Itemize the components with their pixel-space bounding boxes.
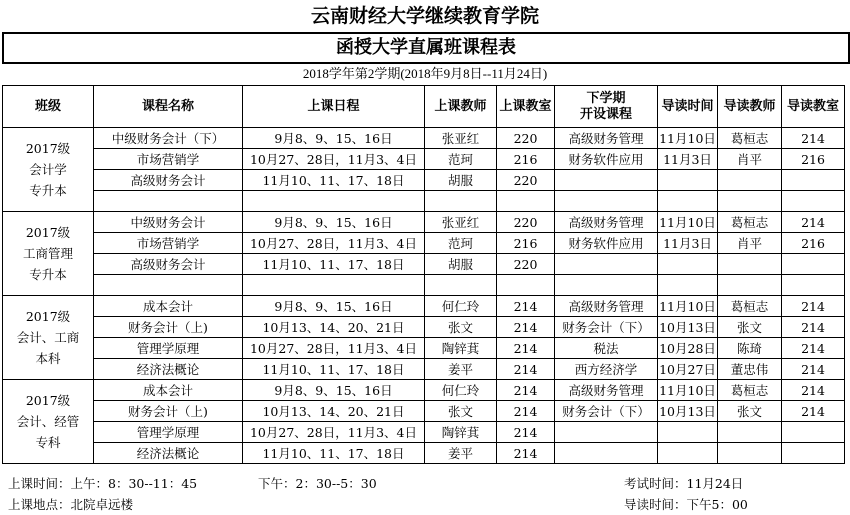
- guide-teacher-cell: [718, 170, 782, 191]
- guide-teacher-cell: 张文: [718, 317, 782, 338]
- guide-room-cell: [782, 275, 845, 296]
- dates-cell: 10月13、14、20、21日: [243, 317, 425, 338]
- header-row: [3, 86, 845, 128]
- next-course-cell: [555, 443, 658, 464]
- guide-room-cell: 214: [782, 317, 845, 338]
- guide-room-cell: [782, 422, 845, 443]
- room-cell: 214: [497, 380, 555, 401]
- course-cell: 成本会计: [94, 380, 243, 401]
- teacher-cell: 何仁玲: [425, 296, 497, 317]
- guide-time-cell: [658, 254, 718, 275]
- next-course-cell: [555, 275, 658, 296]
- teacher-cell: 范珂: [425, 233, 497, 254]
- class-name-line: 本科: [35, 351, 61, 366]
- next-course-cell: [555, 422, 658, 443]
- room-cell: 220: [497, 212, 555, 233]
- room-cell: 220: [497, 128, 555, 149]
- guide-teacher-cell: 张文: [718, 401, 782, 422]
- class-cell: [3, 380, 94, 464]
- guide-room-cell: 214: [782, 401, 845, 422]
- class-name-line: 专升本: [29, 267, 67, 282]
- room-cell: 216: [497, 233, 555, 254]
- teacher-cell: 姜平: [425, 443, 497, 464]
- next-course-cell: [555, 170, 658, 191]
- course-cell: 高级财务会计: [94, 254, 243, 275]
- dates-cell: 10月27、28日，11月3、4日: [243, 422, 425, 443]
- guide-time: 导读时间：下午5：00: [624, 497, 748, 512]
- dates-cell: 11月10、11、17、18日: [243, 170, 425, 191]
- guide-teacher-cell: 肖平: [718, 149, 782, 170]
- next-course-cell: 财务会计（下）: [555, 317, 658, 338]
- teacher-cell: 胡服: [425, 254, 497, 275]
- guide-teacher-cell: 葛桓志: [718, 128, 782, 149]
- class-location: 上课地点：北院卓远楼: [8, 497, 134, 512]
- room-cell: [497, 191, 555, 212]
- teacher-cell: [425, 191, 497, 212]
- class-cell: [3, 128, 94, 212]
- room-cell: 214: [497, 359, 555, 380]
- teacher-cell: 张亚红: [425, 128, 497, 149]
- guide-time-cell: [658, 275, 718, 296]
- room-cell: 214: [497, 338, 555, 359]
- guide-teacher-cell: [718, 254, 782, 275]
- room-cell: 220: [497, 254, 555, 275]
- guide-time-cell: 11月3日: [658, 149, 718, 170]
- class-name-line: 2017级: [25, 225, 71, 240]
- table-row: [3, 170, 845, 191]
- table-row: [3, 233, 845, 254]
- guide-teacher-cell: 肖平: [718, 233, 782, 254]
- header-next-line1: 下学期: [586, 90, 626, 106]
- table-row: [3, 254, 845, 275]
- dates-cell: 11月10、11、17、18日: [243, 443, 425, 464]
- teacher-cell: 何仁玲: [425, 380, 497, 401]
- course-cell: [94, 275, 243, 296]
- teacher-cell: 张文: [425, 317, 497, 338]
- class-name-line: 会计学: [29, 162, 67, 177]
- next-course-cell: 财务软件应用: [555, 233, 658, 254]
- dates-cell: 9月8、9、15、16日: [243, 128, 425, 149]
- dates-cell: 10月13、14、20、21日: [243, 401, 425, 422]
- next-course-cell: [555, 191, 658, 212]
- dates-cell: 10月27、28日，11月3、4日: [243, 338, 425, 359]
- next-course-cell: 高级财务管理: [555, 380, 658, 401]
- dates-cell: [243, 191, 425, 212]
- course-cell: 经济法概论: [94, 359, 243, 380]
- header-guide-room: 导读教室: [782, 86, 845, 128]
- next-course-cell: 财务会计（下）: [555, 401, 658, 422]
- header-course: 课程名称: [94, 86, 243, 128]
- schedule-title: 函授大学直属班课程表: [2, 32, 850, 64]
- course-cell: [94, 191, 243, 212]
- page-title: 云南财经大学继续教育学院: [310, 5, 539, 27]
- room-cell: 214: [497, 401, 555, 422]
- header-next-course: [555, 86, 658, 128]
- table-row: [3, 296, 845, 317]
- dates-cell: [243, 275, 425, 296]
- guide-teacher-cell: 葛桓志: [718, 212, 782, 233]
- room-cell: 214: [497, 422, 555, 443]
- teacher-cell: 张文: [425, 401, 497, 422]
- room-cell: 220: [497, 170, 555, 191]
- table-row: [3, 401, 845, 422]
- class-name-line: 2017级: [25, 141, 71, 156]
- next-course-cell: 高级财务管理: [555, 296, 658, 317]
- guide-time-cell: 10月28日: [658, 338, 718, 359]
- term-info: 2018学年第2学期(2018年9月8日--11月24日): [302, 66, 548, 81]
- next-course-cell: 税法: [555, 338, 658, 359]
- class-name-line: 工商管理: [22, 246, 73, 261]
- guide-teacher-cell: 葛桓志: [718, 380, 782, 401]
- guide-time-cell: 10月27日: [658, 359, 718, 380]
- course-cell: 市场营销学: [94, 233, 243, 254]
- guide-room-cell: 214: [782, 212, 845, 233]
- guide-room-cell: [782, 170, 845, 191]
- course-cell: 财务会计（上): [94, 401, 243, 422]
- dates-cell: 9月8、9、15、16日: [243, 212, 425, 233]
- course-cell: 成本会计: [94, 296, 243, 317]
- next-course-cell: 高级财务管理: [555, 212, 658, 233]
- guide-teacher-cell: 陈琦: [718, 338, 782, 359]
- course-cell: 中级财务会计: [94, 212, 243, 233]
- class-time-morning: 上课时间：上午：8：30--11：45: [8, 476, 198, 491]
- guide-teacher-cell: [718, 422, 782, 443]
- course-cell: 财务会计（上): [94, 317, 243, 338]
- table-row: [3, 212, 845, 233]
- dates-cell: 9月8、9、15、16日: [243, 380, 425, 401]
- dates-cell: 9月8、9、15、16日: [243, 296, 425, 317]
- course-cell: 管理学原理: [94, 338, 243, 359]
- room-cell: 214: [497, 443, 555, 464]
- room-cell: 214: [497, 296, 555, 317]
- teacher-cell: 姜平: [425, 359, 497, 380]
- guide-room-cell: [782, 443, 845, 464]
- guide-time-cell: [658, 443, 718, 464]
- class-name-line: 会计、经管: [16, 414, 80, 429]
- guide-time-cell: 11月10日: [658, 212, 718, 233]
- guide-teacher-cell: 董忠伟: [718, 359, 782, 380]
- room-cell: 214: [497, 317, 555, 338]
- course-cell: 中级财务会计（下）: [94, 128, 243, 149]
- table-row: [3, 128, 845, 149]
- teacher-cell: 陶锌萁: [425, 422, 497, 443]
- teacher-cell: 张亚红: [425, 212, 497, 233]
- table-row: [3, 359, 845, 380]
- course-cell: 高级财务会计: [94, 170, 243, 191]
- class-name-line: 专科: [35, 435, 61, 450]
- next-course-cell: 财务软件应用: [555, 149, 658, 170]
- guide-room-cell: 214: [782, 380, 845, 401]
- header-guide-teacher: 导读教师: [718, 86, 782, 128]
- table-row: [3, 317, 845, 338]
- table-row: [3, 338, 845, 359]
- guide-time-cell: [658, 170, 718, 191]
- course-cell: 经济法概论: [94, 443, 243, 464]
- course-cell: 管理学原理: [94, 422, 243, 443]
- guide-teacher-cell: 葛桓志: [718, 296, 782, 317]
- guide-room-cell: 216: [782, 149, 845, 170]
- guide-time-cell: [658, 422, 718, 443]
- guide-time-cell: 10月13日: [658, 401, 718, 422]
- header-teacher: 上课教师: [425, 86, 497, 128]
- schedule-table: [2, 85, 845, 464]
- guide-teacher-cell: [718, 191, 782, 212]
- guide-time-cell: 11月3日: [658, 233, 718, 254]
- room-cell: 216: [497, 149, 555, 170]
- guide-time-cell: 11月10日: [658, 296, 718, 317]
- guide-teacher-cell: [718, 275, 782, 296]
- dates-cell: 11月10、11、17、18日: [243, 254, 425, 275]
- class-time-afternoon: 下午：2：30--5：30: [258, 476, 377, 491]
- course-cell: 市场营销学: [94, 149, 243, 170]
- table-row: [3, 275, 845, 296]
- room-cell: [497, 275, 555, 296]
- exam-time: 考试时间：11月24日: [624, 476, 744, 491]
- table-row: [3, 443, 845, 464]
- class-name-line: 2017级: [25, 393, 71, 408]
- header-guide-time: 导读时间: [658, 86, 718, 128]
- table-row: [3, 149, 845, 170]
- header-next-line2: 开设课程: [579, 106, 632, 122]
- guide-time-cell: 11月10日: [658, 380, 718, 401]
- guide-room-cell: 214: [782, 338, 845, 359]
- teacher-cell: 胡服: [425, 170, 497, 191]
- guide-room-cell: 216: [782, 233, 845, 254]
- guide-room-cell: 214: [782, 128, 845, 149]
- guide-teacher-cell: [718, 443, 782, 464]
- guide-time-cell: [658, 191, 718, 212]
- header-class: 班级: [3, 86, 94, 128]
- teacher-cell: 陶锌萁: [425, 338, 497, 359]
- dates-cell: 10月27、28日，11月3、4日: [243, 233, 425, 254]
- guide-room-cell: [782, 191, 845, 212]
- dates-cell: 10月27、28日，11月3、4日: [243, 149, 425, 170]
- table-row: [3, 380, 845, 401]
- guide-room-cell: [782, 254, 845, 275]
- class-name-line: 专升本: [29, 183, 67, 198]
- next-course-cell: 高级财务管理: [555, 128, 658, 149]
- next-course-cell: 西方经济学: [555, 359, 658, 380]
- teacher-cell: 范珂: [425, 149, 497, 170]
- header-room: 上课教室: [497, 86, 555, 128]
- class-cell: [3, 296, 94, 380]
- guide-room-cell: 214: [782, 296, 845, 317]
- dates-cell: 11月10、11、17、18日: [243, 359, 425, 380]
- guide-time-cell: 10月13日: [658, 317, 718, 338]
- table-row: [3, 191, 845, 212]
- class-name-line: 2017级: [25, 309, 71, 324]
- guide-time-cell: 11月10日: [658, 128, 718, 149]
- next-course-cell: [555, 254, 658, 275]
- class-cell: [3, 212, 94, 296]
- class-name-line: 会计、工商: [16, 330, 80, 345]
- guide-room-cell: 214: [782, 359, 845, 380]
- table-row: [3, 422, 845, 443]
- teacher-cell: [425, 275, 497, 296]
- header-dates: 上课日程: [243, 86, 425, 128]
